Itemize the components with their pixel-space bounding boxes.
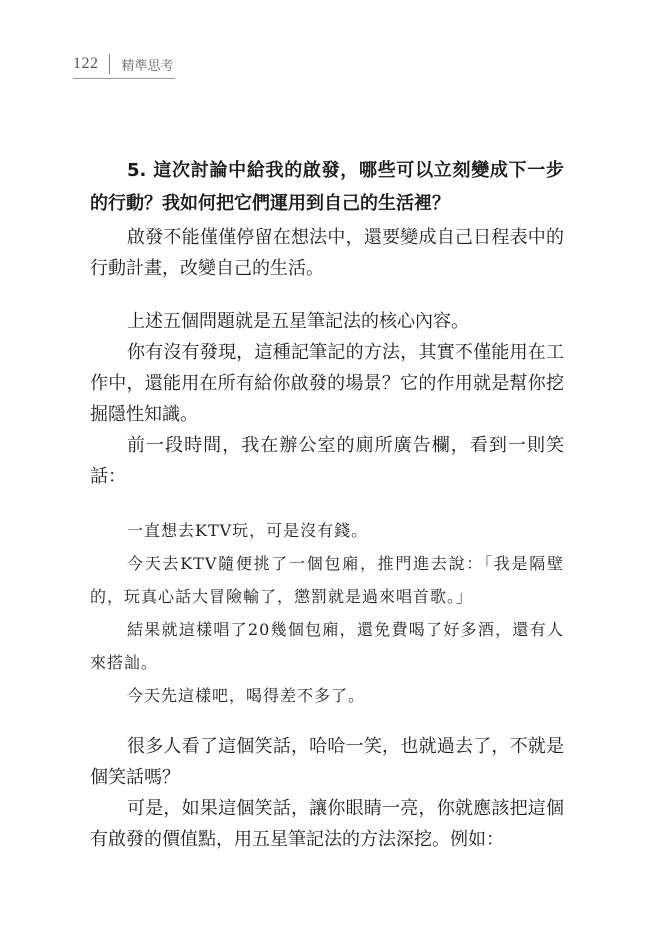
paragraph-spacer — [90, 712, 564, 731]
quote-paragraph: 今天先這樣吧，喝得差不多了。 — [127, 686, 366, 705]
running-head — [73, 54, 174, 74]
body-paragraph: 上述五個問題就是五星筆記法的核心內容。 — [127, 311, 469, 332]
body-paragraph: 可是，如果這個笑話，讓你眼睛一亮，你就應該把這個有啟發的價值點，用五星筆記法的方法深挖。例如： — [90, 798, 564, 850]
body-paragraph: 前一段時間，我在辦公室的廁所廣告欄，看到一則笑話： — [90, 435, 564, 487]
header-divider — [109, 54, 110, 74]
paragraph-spacer — [90, 492, 564, 514]
header-rule — [73, 78, 175, 79]
page-body — [90, 154, 564, 855]
section-heading: 5. 這次討論中給我的啟發，哪些可以立刻變成下一步的行動？我如何把它們運用到自己的生活裡？ — [90, 160, 564, 214]
body-paragraph: 你有沒有發現，這種記筆記的方法，其實不僅能用在工作中，還能用在所有給你啟發的場景？它的作用就是幫你挖掘隱性知識。 — [90, 342, 564, 425]
paragraph-spacer — [90, 284, 564, 306]
quote-paragraph: 結果就這樣唱了20幾個包廂，還免費喝了好多酒，還有人來搭訕。 — [90, 620, 564, 672]
body-paragraph: 啟發不能僅僅停留在想法中，還要變成自己日程表中的行動計畫，改變自己的生活。 — [90, 227, 564, 279]
quote-paragraph: 今天去KTV隨便挑了一個包廂，推門進去說：「我是隔壁的，玩真心話大冒險輸了，懲罰就是過來唱首歌。」 — [90, 554, 564, 606]
quote-paragraph: 一直想去KTV玩，可是沒有錢。 — [127, 521, 369, 540]
book-title: 精準思考 — [121, 58, 174, 74]
body-paragraph: 很多人看了這個笑話，哈哈一笑，也就過去了，不就是個笑話嗎？ — [90, 736, 564, 788]
page-number: 122 — [73, 55, 99, 72]
